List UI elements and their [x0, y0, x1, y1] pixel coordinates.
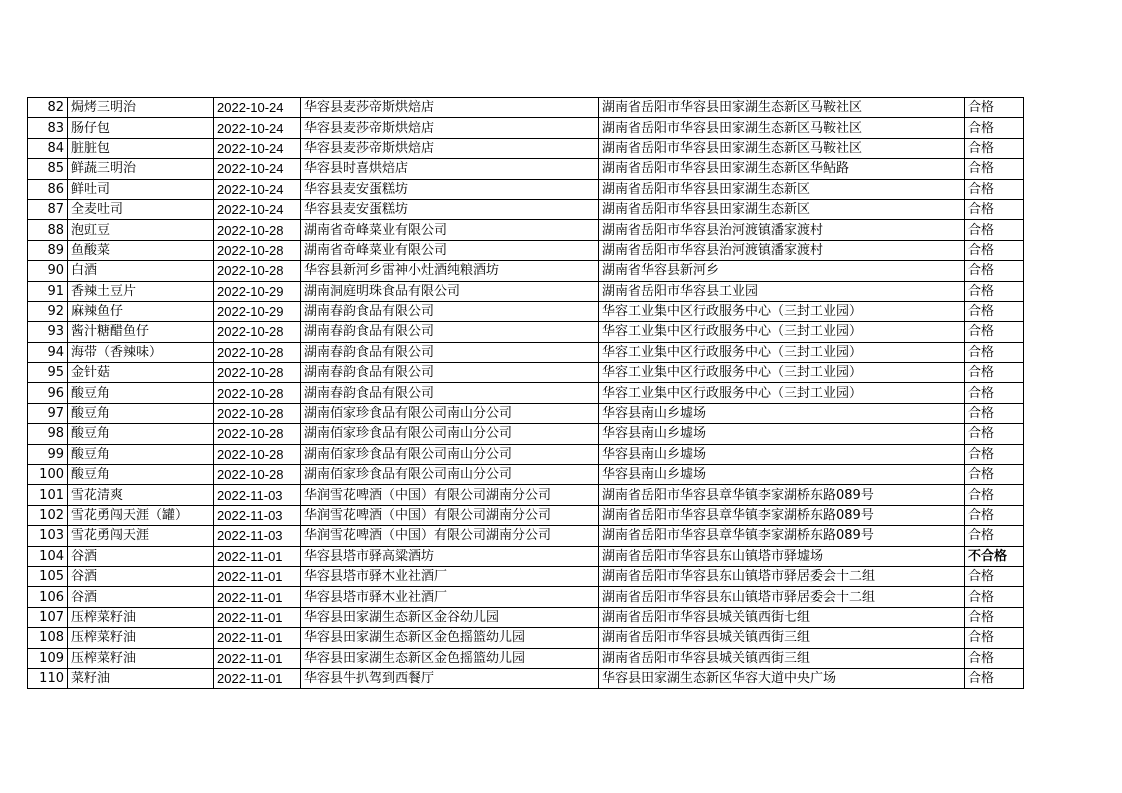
company-name-cell: 华润雪花啤酒（中国）有限公司湖南分公司	[301, 526, 599, 546]
production-date-cell: 2022-10-29	[214, 281, 301, 301]
product-name-cell: 谷酒	[68, 587, 214, 607]
company-name-cell: 华容县麦莎帝斯烘焙店	[301, 98, 599, 118]
company-address-cell: 华容工业集中区行政服务中心（三封工业园）	[599, 301, 965, 321]
row-number-cell: 90	[28, 261, 68, 281]
inspection-result-cell: 合格	[965, 648, 1024, 668]
row-number-cell: 85	[28, 159, 68, 179]
company-address-cell: 华容工业集中区行政服务中心（三封工业园）	[599, 322, 965, 342]
inspection-result-cell: 不合格	[965, 546, 1024, 566]
inspection-result-cell: 合格	[965, 179, 1024, 199]
company-address-cell: 湖南省岳阳市华容县章华镇李家湖桥东路089号	[599, 485, 965, 505]
inspection-result-cell: 合格	[965, 301, 1024, 321]
company-name-cell: 华润雪花啤酒（中国）有限公司湖南分公司	[301, 485, 599, 505]
company-address-cell: 华容县南山乡墟场	[599, 444, 965, 464]
production-date-cell: 2022-10-24	[214, 199, 301, 219]
company-address-cell: 湖南省岳阳市华容县东山镇塔市驿墟场	[599, 546, 965, 566]
inspection-result-cell: 合格	[965, 220, 1024, 240]
row-number-cell: 105	[28, 566, 68, 586]
product-name-cell: 白酒	[68, 261, 214, 281]
company-name-cell: 湖南春韵食品有限公司	[301, 342, 599, 362]
production-date-cell: 2022-11-01	[214, 566, 301, 586]
table-row	[28, 199, 1024, 219]
company-name-cell: 华容县田家湖生态新区金色摇篮幼儿园	[301, 628, 599, 648]
table-row	[28, 363, 1024, 383]
production-date-cell: 2022-10-24	[214, 118, 301, 138]
company-name-cell: 湖南洞庭明珠食品有限公司	[301, 281, 599, 301]
row-number-cell: 99	[28, 444, 68, 464]
company-name-cell: 华容县塔市驿高粱酒坊	[301, 546, 599, 566]
inspection-result-cell: 合格	[965, 628, 1024, 648]
row-number-cell: 95	[28, 363, 68, 383]
inspection-result-cell: 合格	[965, 668, 1024, 688]
table-row	[28, 301, 1024, 321]
company-address-cell: 湖南省岳阳市华容县城关镇西街三组	[599, 648, 965, 668]
company-name-cell: 湖南佰家珍食品有限公司南山分公司	[301, 444, 599, 464]
table-row	[28, 159, 1024, 179]
table-row	[28, 179, 1024, 199]
table-row	[28, 566, 1024, 586]
row-number-cell: 97	[28, 403, 68, 423]
production-date-cell: 2022-11-01	[214, 546, 301, 566]
inspection-result-cell: 合格	[965, 322, 1024, 342]
company-name-cell: 华容县牛扒驾到西餐厅	[301, 668, 599, 688]
production-date-cell: 2022-10-28	[214, 322, 301, 342]
table-row	[28, 628, 1024, 648]
company-address-cell: 华容工业集中区行政服务中心（三封工业园）	[599, 363, 965, 383]
company-name-cell: 湖南佰家珍食品有限公司南山分公司	[301, 424, 599, 444]
table-row	[28, 668, 1024, 688]
company-address-cell: 华容工业集中区行政服务中心（三封工业园）	[599, 342, 965, 362]
product-name-cell: 海带（香辣味）	[68, 342, 214, 362]
row-number-cell: 110	[28, 668, 68, 688]
production-date-cell: 2022-11-03	[214, 505, 301, 525]
production-date-cell: 2022-10-28	[214, 342, 301, 362]
inspection-result-cell: 合格	[965, 566, 1024, 586]
inspection-result-cell: 合格	[965, 159, 1024, 179]
row-number-cell: 93	[28, 322, 68, 342]
product-name-cell: 香辣土豆片	[68, 281, 214, 301]
company-address-cell: 湖南省岳阳市华容县田家湖生态新区马鞍社区	[599, 118, 965, 138]
production-date-cell: 2022-11-03	[214, 526, 301, 546]
row-number-cell: 106	[28, 587, 68, 607]
company-address-cell: 湖南省岳阳市华容县东山镇塔市驿居委会十二组	[599, 587, 965, 607]
inspection-result-cell: 合格	[965, 403, 1024, 423]
company-address-cell: 湖南省岳阳市华容县治河渡镇潘家渡村	[599, 220, 965, 240]
production-date-cell: 2022-10-28	[214, 444, 301, 464]
row-number-cell: 87	[28, 199, 68, 219]
product-name-cell: 酸豆角	[68, 444, 214, 464]
company-name-cell: 华容县麦安蛋糕坊	[301, 179, 599, 199]
table-row	[28, 240, 1024, 260]
inspection-result-cell: 合格	[965, 526, 1024, 546]
inspection-result-cell: 合格	[965, 424, 1024, 444]
row-number-cell: 94	[28, 342, 68, 362]
production-date-cell: 2022-10-28	[214, 403, 301, 423]
production-date-cell: 2022-10-24	[214, 98, 301, 118]
table-row	[28, 465, 1024, 485]
row-number-cell: 109	[28, 648, 68, 668]
row-number-cell: 104	[28, 546, 68, 566]
company-address-cell: 湖南省岳阳市华容县城关镇西街七组	[599, 607, 965, 627]
table-row	[28, 261, 1024, 281]
company-name-cell: 湖南佰家珍食品有限公司南山分公司	[301, 465, 599, 485]
company-name-cell: 华容县塔市驿木业社酒厂	[301, 566, 599, 586]
product-name-cell: 菜籽油	[68, 668, 214, 688]
company-name-cell: 湖南春韵食品有限公司	[301, 322, 599, 342]
row-number-cell: 107	[28, 607, 68, 627]
table-row	[28, 322, 1024, 342]
row-number-cell: 83	[28, 118, 68, 138]
product-name-cell: 酸豆角	[68, 403, 214, 423]
company-address-cell: 湖南省岳阳市华容县章华镇李家湖桥东路089号	[599, 505, 965, 525]
inspection-result-cell: 合格	[965, 138, 1024, 158]
product-name-cell: 麻辣鱼仔	[68, 301, 214, 321]
product-name-cell: 雪花勇闯天涯（罐）	[68, 505, 214, 525]
product-name-cell: 谷酒	[68, 546, 214, 566]
inspection-result-cell: 合格	[965, 465, 1024, 485]
product-name-cell: 全麦吐司	[68, 199, 214, 219]
company-address-cell: 华容县南山乡墟场	[599, 465, 965, 485]
table-row	[28, 607, 1024, 627]
inspection-result-cell: 合格	[965, 607, 1024, 627]
production-date-cell: 2022-10-28	[214, 465, 301, 485]
product-name-cell: 脏脏包	[68, 138, 214, 158]
production-date-cell: 2022-10-24	[214, 159, 301, 179]
row-number-cell: 86	[28, 179, 68, 199]
table-row	[28, 383, 1024, 403]
company-address-cell: 湖南省岳阳市华容县田家湖生态新区马鞍社区	[599, 98, 965, 118]
table-row	[28, 220, 1024, 240]
row-number-cell: 91	[28, 281, 68, 301]
company-address-cell: 湖南省岳阳市华容县东山镇塔市驿居委会十二组	[599, 566, 965, 586]
row-number-cell: 100	[28, 465, 68, 485]
table-row	[28, 505, 1024, 525]
product-name-cell: 压榨菜籽油	[68, 607, 214, 627]
table-row	[28, 403, 1024, 423]
product-name-cell: 鲜蔬三明治	[68, 159, 214, 179]
production-date-cell: 2022-11-01	[214, 628, 301, 648]
company-name-cell: 湖南佰家珍食品有限公司南山分公司	[301, 403, 599, 423]
table-row	[28, 526, 1024, 546]
company-name-cell: 湖南省奇峰菜业有限公司	[301, 240, 599, 260]
product-name-cell: 鲜吐司	[68, 179, 214, 199]
table-row	[28, 281, 1024, 301]
company-name-cell: 华容县麦莎帝斯烘焙店	[301, 118, 599, 138]
company-address-cell: 湖南省岳阳市华容县城关镇西街三组	[599, 628, 965, 648]
inspection-result-cell: 合格	[965, 485, 1024, 505]
product-name-cell: 鱼酸菜	[68, 240, 214, 260]
company-address-cell: 华容工业集中区行政服务中心（三封工业园）	[599, 383, 965, 403]
table-row	[28, 444, 1024, 464]
inspection-results-table	[27, 97, 1024, 689]
company-name-cell: 华容县塔市驿木业社酒厂	[301, 587, 599, 607]
row-number-cell: 88	[28, 220, 68, 240]
product-name-cell: 雪花清爽	[68, 485, 214, 505]
production-date-cell: 2022-11-01	[214, 587, 301, 607]
product-name-cell: 酸豆角	[68, 424, 214, 444]
company-name-cell: 华容县新河乡雷神小灶酒纯粮酒坊	[301, 261, 599, 281]
product-name-cell: 肠仔包	[68, 118, 214, 138]
table-row	[28, 138, 1024, 158]
company-name-cell: 华容县麦安蛋糕坊	[301, 199, 599, 219]
product-name-cell: 谷酒	[68, 566, 214, 586]
row-number-cell: 82	[28, 98, 68, 118]
row-number-cell: 103	[28, 526, 68, 546]
inspection-result-cell: 合格	[965, 444, 1024, 464]
inspection-result-cell: 合格	[965, 199, 1024, 219]
company-name-cell: 湖南春韵食品有限公司	[301, 301, 599, 321]
company-address-cell: 湖南省岳阳市华容县章华镇李家湖桥东路089号	[599, 526, 965, 546]
row-number-cell: 102	[28, 505, 68, 525]
company-name-cell: 华容县时喜烘焙店	[301, 159, 599, 179]
table-row	[28, 424, 1024, 444]
company-name-cell: 华容县田家湖生态新区金色摇篮幼儿园	[301, 648, 599, 668]
inspection-result-cell: 合格	[965, 363, 1024, 383]
inspection-result-cell: 合格	[965, 261, 1024, 281]
company-address-cell: 华容县田家湖生态新区华容大道中央广场	[599, 668, 965, 688]
production-date-cell: 2022-10-28	[214, 424, 301, 444]
production-date-cell: 2022-11-01	[214, 648, 301, 668]
company-name-cell: 湖南省奇峰菜业有限公司	[301, 220, 599, 240]
product-name-cell: 金针菇	[68, 363, 214, 383]
company-address-cell: 湖南省岳阳市华容县田家湖生态新区	[599, 179, 965, 199]
product-name-cell: 压榨菜籽油	[68, 648, 214, 668]
inspection-result-cell: 合格	[965, 587, 1024, 607]
inspection-result-cell: 合格	[965, 383, 1024, 403]
table-row	[28, 546, 1024, 566]
inspection-result-cell: 合格	[965, 240, 1024, 260]
company-name-cell: 湖南春韵食品有限公司	[301, 363, 599, 383]
row-number-cell: 84	[28, 138, 68, 158]
company-address-cell: 湖南省岳阳市华容县治河渡镇潘家渡村	[599, 240, 965, 260]
table-row	[28, 118, 1024, 138]
company-address-cell: 华容县南山乡墟场	[599, 403, 965, 423]
product-name-cell: 雪花勇闯天涯	[68, 526, 214, 546]
product-name-cell: 酱汁糖醋鱼仔	[68, 322, 214, 342]
table-body	[28, 98, 1024, 689]
row-number-cell: 89	[28, 240, 68, 260]
product-name-cell: 焗烤三明治	[68, 98, 214, 118]
table-row	[28, 648, 1024, 668]
production-date-cell: 2022-11-03	[214, 485, 301, 505]
inspection-result-cell: 合格	[965, 342, 1024, 362]
production-date-cell: 2022-11-01	[214, 668, 301, 688]
inspection-result-cell: 合格	[965, 118, 1024, 138]
row-number-cell: 101	[28, 485, 68, 505]
inspection-result-cell: 合格	[965, 505, 1024, 525]
company-address-cell: 湖南省岳阳市华容县田家湖生态新区华鲇路	[599, 159, 965, 179]
company-address-cell: 湖南省岳阳市华容县工业园	[599, 281, 965, 301]
table-row	[28, 587, 1024, 607]
company-name-cell: 华容县麦莎帝斯烘焙店	[301, 138, 599, 158]
company-address-cell: 湖南省华容县新河乡	[599, 261, 965, 281]
product-name-cell: 压榨菜籽油	[68, 628, 214, 648]
product-name-cell: 酸豆角	[68, 465, 214, 485]
company-name-cell: 湖南春韵食品有限公司	[301, 383, 599, 403]
production-date-cell: 2022-10-28	[214, 261, 301, 281]
production-date-cell: 2022-10-28	[214, 240, 301, 260]
table-row	[28, 485, 1024, 505]
inspection-result-cell: 合格	[965, 98, 1024, 118]
production-date-cell: 2022-11-01	[214, 607, 301, 627]
production-date-cell: 2022-10-24	[214, 179, 301, 199]
table-row	[28, 98, 1024, 118]
row-number-cell: 108	[28, 628, 68, 648]
table-row	[28, 342, 1024, 362]
production-date-cell: 2022-10-28	[214, 383, 301, 403]
row-number-cell: 92	[28, 301, 68, 321]
production-date-cell: 2022-10-24	[214, 138, 301, 158]
row-number-cell: 98	[28, 424, 68, 444]
company-address-cell: 湖南省岳阳市华容县田家湖生态新区马鞍社区	[599, 138, 965, 158]
company-name-cell: 华润雪花啤酒（中国）有限公司湖南分公司	[301, 505, 599, 525]
production-date-cell: 2022-10-29	[214, 301, 301, 321]
product-name-cell: 酸豆角	[68, 383, 214, 403]
production-date-cell: 2022-10-28	[214, 363, 301, 383]
inspection-result-cell: 合格	[965, 281, 1024, 301]
product-name-cell: 泡豇豆	[68, 220, 214, 240]
row-number-cell: 96	[28, 383, 68, 403]
production-date-cell: 2022-10-28	[214, 220, 301, 240]
company-address-cell: 湖南省岳阳市华容县田家湖生态新区	[599, 199, 965, 219]
company-address-cell: 华容县南山乡墟场	[599, 424, 965, 444]
company-name-cell: 华容县田家湖生态新区金谷幼儿园	[301, 607, 599, 627]
